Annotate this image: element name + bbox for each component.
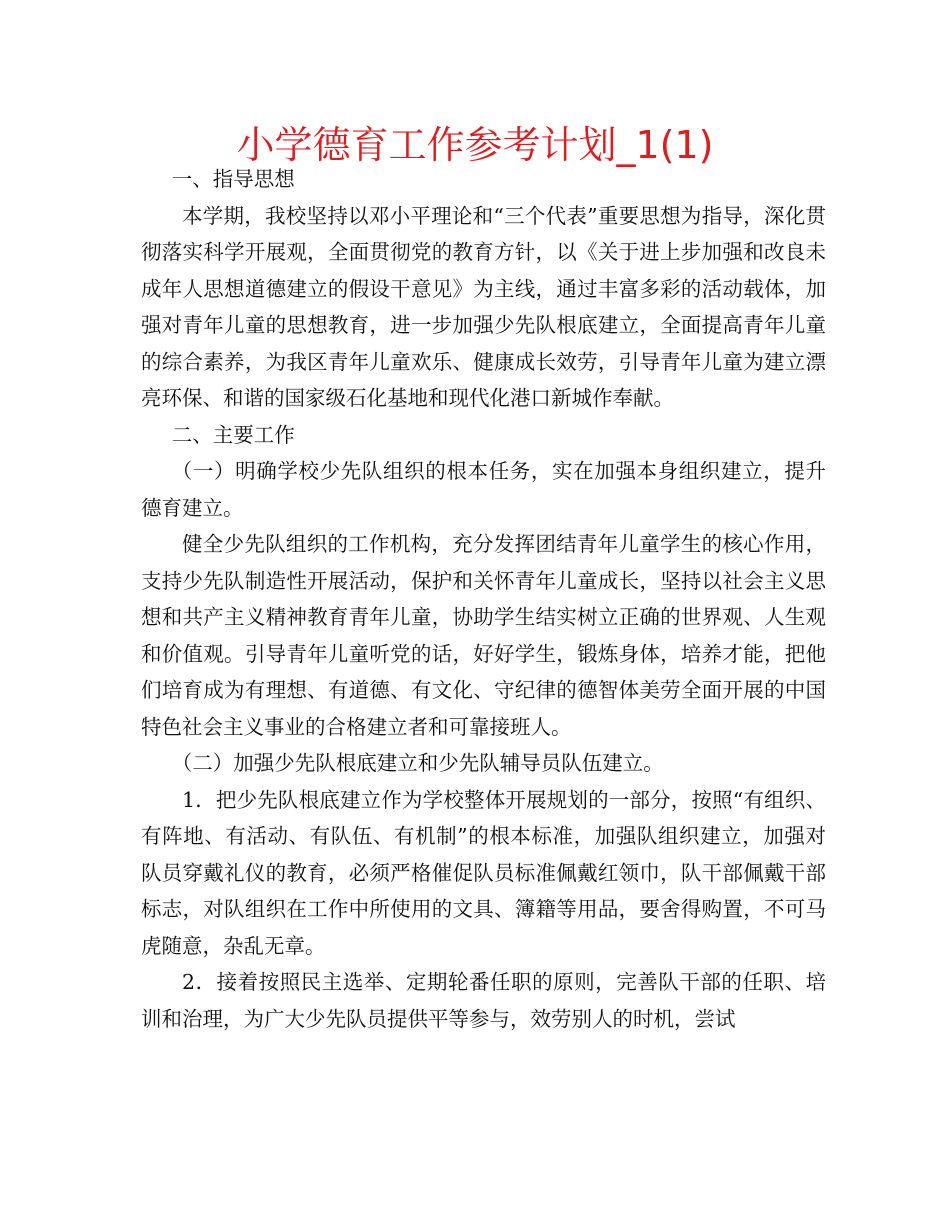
document-title: 小学德育工作参考计划_1(1) — [236, 123, 714, 167]
subsection-heading-1: （一）明确学校少先队组织的根本任务，实在加强本身组织建立，提升德育建立。 — [141, 459, 826, 520]
section-heading-guiding-ideology: 一、指导思想 — [171, 167, 295, 191]
list-item-2: 2．接着按照民主选举、定期轮番任职的原则，完善队干部的任职、培训和治理，为广大少先队员提供平等参与，效劳别人的时机，尝试 — [141, 970, 826, 1031]
subsection-heading-2: （二）加强少先队根底建立和少先队辅导员队伍建立。 — [171, 751, 664, 775]
section-heading-main-work: 二、主要工作 — [171, 422, 295, 447]
list-item-1: 1．把少先队根底建立作为学校整体开展规划的一部分，按照“有组织、有阵地、有活动、有队伍、有机制”的根本标准，加强队组织建立，加强对队员穿戴礼仪的教育，必须严格催促队员标准佩戴红领巾，队干部佩戴干部标志，对队组织在工作中所使用的文具、簿籍等用品，要舍得购置，不可马虎随意，杂乱无章。 — [141, 787, 826, 958]
document-body — [141, 161, 826, 1037]
paragraph-organization: 健全少先队组织的工作机构，充分发挥团结青年儿童学生的核心作用，支持少先队制造性开展活动，保护和关怀青年儿童成长，坚持以社会主义思想和共产主义精神教育青年儿童，协助学生结实树立正确的世界观、人生观和价值观。引导青年儿童听党的话，好好学生，锻炼身体，培养才能，把他们培育成为有理想、有道德、有文化、守纪律的德智体美劳全面开展的中国特色社会主义事业的合格建立者和可靠接班人。 — [141, 532, 826, 739]
paragraph-guiding-ideology: 本学期，我校坚持以邓小平理论和“三个代表”重要思想为指导，深化贯彻落实科学开展观，全面贯彻党的教育方针，以《关于进上步加强和改良未成年人思想道德建立的假设干意见》为主线，通过丰富多彩的活动载体，加强对青年儿童的思想教育，进一步加强少先队根底建立，全面提高青年儿童的综合素养，为我区青年儿童欢乐、健康成长效劳，引导青年儿童为建立漂亮环保、和谐的国家级石化基地和现代化港口新城作奉献。 — [141, 203, 826, 410]
